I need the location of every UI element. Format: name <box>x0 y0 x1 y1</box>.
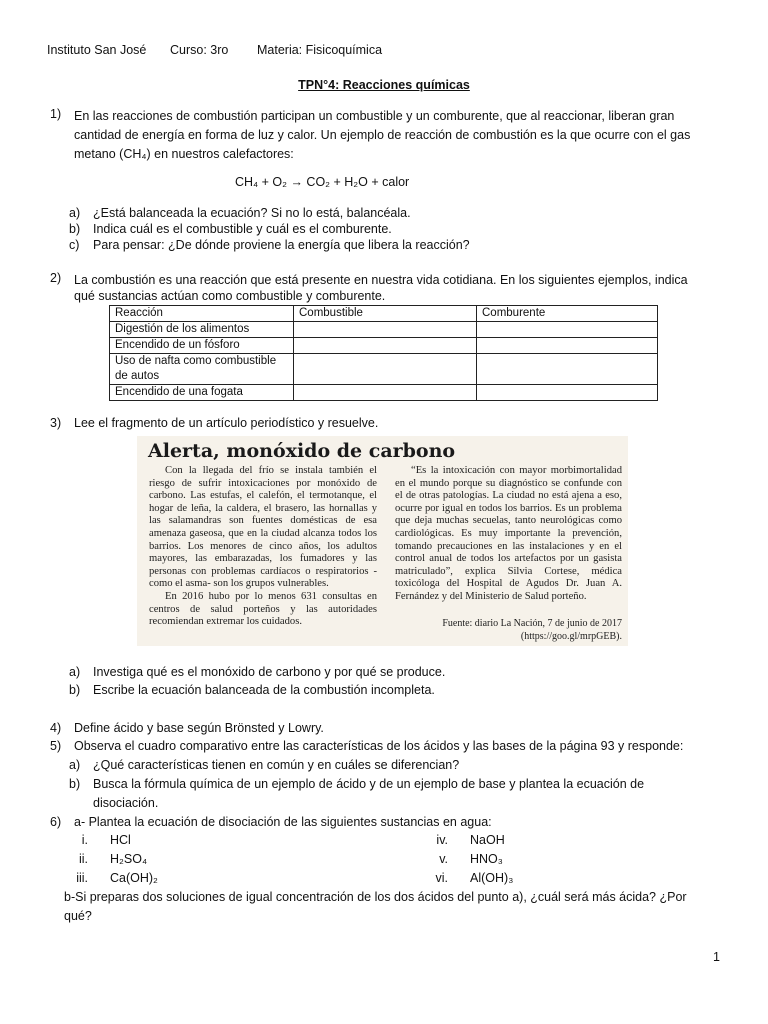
q3a-label: a) <box>69 665 81 679</box>
q2-line-1: La combustión es una reacción que está presente en nuestra vida cotidiana. En los siguientes ejemplos, indica <box>74 273 688 287</box>
q6a-text: a- Plantea la ecuación de disociación de las siguientes sustancias en agua: <box>74 815 492 829</box>
table-cell-oxidizer[interactable] <box>477 385 658 401</box>
table-header-row <box>110 306 658 322</box>
q5-text: Observa el cuadro comparativo entre las características de los ácidos y las bases de la página 93 y responde: <box>74 739 684 753</box>
substance-formula: NaOH <box>470 833 505 847</box>
article-column-2 <box>395 465 622 604</box>
table-cell-fuel[interactable] <box>294 338 477 354</box>
substance-formula: HCl <box>110 833 131 847</box>
q1-line-1: En las reacciones de combustión participan un combustible y un comburente, que al reaccionar, liberan gran <box>74 109 675 123</box>
q1a-label: a) <box>69 206 81 220</box>
table-cell-reaction: Digestión de los alimentos <box>110 322 294 338</box>
article-paragraph: En 2016 hubo por lo menos 631 consultas en centros de salud porteños y las autoridades recomiendan extremar los cuidados. <box>149 590 377 628</box>
article-paragraph: Con la llegada del frío se instala también el riesgo de sufrir intoxicaciones por monóxido de carbono. Las estufas, el calefón, el termotanque, el hogar de leña, la caldera, el brasero, las hornallas y las salamandras son fuentes domésticas de esa amenaza gaseosa, que en la ciudad alcanza todos los barrios. Los menores de cinco años, los adultos mayores, las embarazadas, los fumadores y las personas con problemas cardíacos o respiratorios -como el asma- son los grupos vulnerables. <box>149 465 377 590</box>
combustion-equation: CH₄ + O₂ → CO₂ + H₂O + calor <box>235 175 410 189</box>
q1c-text: Para pensar: ¿De dónde proviene la energía que libera la reacción? <box>93 238 470 252</box>
table-row <box>110 385 658 401</box>
q1-line-2: cantidad de energía en forma de luz y calor. Un ejemplo de reacción de combustión es la que ocurre con el gas <box>74 128 691 142</box>
q1c-label: c) <box>69 238 80 252</box>
q3b-label: b) <box>69 683 81 697</box>
q3-text: Lee el fragmento de un artículo periodístico y resuelve. <box>74 416 379 430</box>
course-label: Curso: 3ro <box>170 43 229 57</box>
table-cell-fuel[interactable] <box>294 322 477 338</box>
table-cell-reaction: Encendido de una fogata <box>110 385 294 401</box>
q2-line-2: qué sustancias actúan como combustible y comburente. <box>74 289 386 303</box>
q5b-label: b) <box>69 777 81 791</box>
table-cell-reaction: Encendido de un fósforo <box>110 338 294 354</box>
article-source-url: (https://goo.gl/mrpGEB). <box>520 631 622 642</box>
q4-text: Define ácido y base según Brönsted y Lowry. <box>74 721 324 735</box>
q1b-label: b) <box>69 222 81 236</box>
q6-number: 6) <box>50 815 62 829</box>
q5b-line-1: Busca la fórmula química de un ejemplo de ácido y de un ejemplo de base y plantea la ecuación de <box>93 777 645 791</box>
q5a-text: ¿Qué características tienen en común y en cuáles se diferencian? <box>93 758 460 772</box>
table-cell-oxidizer[interactable] <box>477 322 658 338</box>
article-paragraph: “Es la intoxicación con mayor morbimortalidad en el mundo porque su diagnóstico se confunde con el de otras patologías. La ciudad no está ajena a eso, ocurre por igual en todos los barrios. Es un problema que deja muchas secuelas, tanto neurológicas como cardiológicas. Es muy importante la prevención, tomando precauciones en las instalaciones y en el control anual de todos los artefactos por un gasista matriculado”, explica Silvia Cortese, médica toxicóloga del Hospital de Agudos Dr. Juan A. Fernández y del Ministerio de Salud porteño. <box>395 465 622 602</box>
table-cell-fuel[interactable] <box>294 385 477 401</box>
page-number: 1 <box>713 950 720 964</box>
article-source <box>395 617 622 643</box>
page-title: TPN°4: Reacciones químicas <box>298 78 470 92</box>
q1a-text: ¿Está balanceada la ecuación? Si no lo está, balancéala. <box>93 206 411 220</box>
substance-formula: H₂SO₄ <box>110 852 148 866</box>
combustion-table <box>109 305 658 401</box>
q5b-line-2: disociación. <box>93 796 159 810</box>
q3-number: 3) <box>50 416 62 430</box>
subject-label: Materia: Fisicoquímica <box>257 43 383 57</box>
substance-formula: HNO₃ <box>470 852 503 866</box>
substance-label: iv. <box>436 833 448 847</box>
article-column-1 <box>149 465 377 629</box>
q5a-label: a) <box>69 758 81 772</box>
substance-formula: Al(OH)₃ <box>470 871 514 885</box>
q3b-text: Escribe la ecuación balanceada de la combustión incompleta. <box>93 683 435 697</box>
article-source-line: Fuente: diario La Nación, 7 de junio de 2017 <box>442 618 622 629</box>
q6b-line-1: b-Si preparas dos soluciones de igual concentración de los dos ácidos del punto a), ¿cuál será más ácida? ¿Por <box>64 890 687 904</box>
table-cell-oxidizer[interactable] <box>477 354 658 385</box>
table-row <box>110 322 658 338</box>
table-cell-oxidizer[interactable] <box>477 338 658 354</box>
school-name: Instituto San José <box>47 43 147 57</box>
substance-label: iii. <box>76 871 88 885</box>
q4-number: 4) <box>50 721 62 735</box>
table-row <box>110 354 658 385</box>
substance-formula: Ca(OH)₂ <box>110 871 158 885</box>
table-header-fuel: Combustible <box>294 306 477 322</box>
substance-label: vi. <box>435 871 448 885</box>
q6b-line-2: qué? <box>64 909 92 923</box>
article-title: Alerta, monóxido de carbono <box>148 440 456 462</box>
table-cell-reaction: Uso de nafta como combustible de autos <box>110 354 294 385</box>
table-header-reaction: Reacción <box>110 306 294 322</box>
q1-line-3: metano (CH₄) en nuestros calefactores: <box>74 147 294 161</box>
q3a-text: Investiga qué es el monóxido de carbono y por qué se produce. <box>93 665 446 679</box>
substance-label: v. <box>439 852 448 866</box>
q2-number: 2) <box>50 271 62 285</box>
table-row <box>110 338 658 354</box>
table-header-oxidizer: Comburente <box>477 306 658 322</box>
q1b-text: Indica cuál es el combustible y cuál es el comburente. <box>93 222 392 236</box>
substance-label: ii. <box>78 852 88 866</box>
table-cell-fuel[interactable] <box>294 354 477 385</box>
substance-label: i. <box>81 833 88 847</box>
q1-number: 1) <box>50 107 62 121</box>
q5-number: 5) <box>50 739 62 753</box>
